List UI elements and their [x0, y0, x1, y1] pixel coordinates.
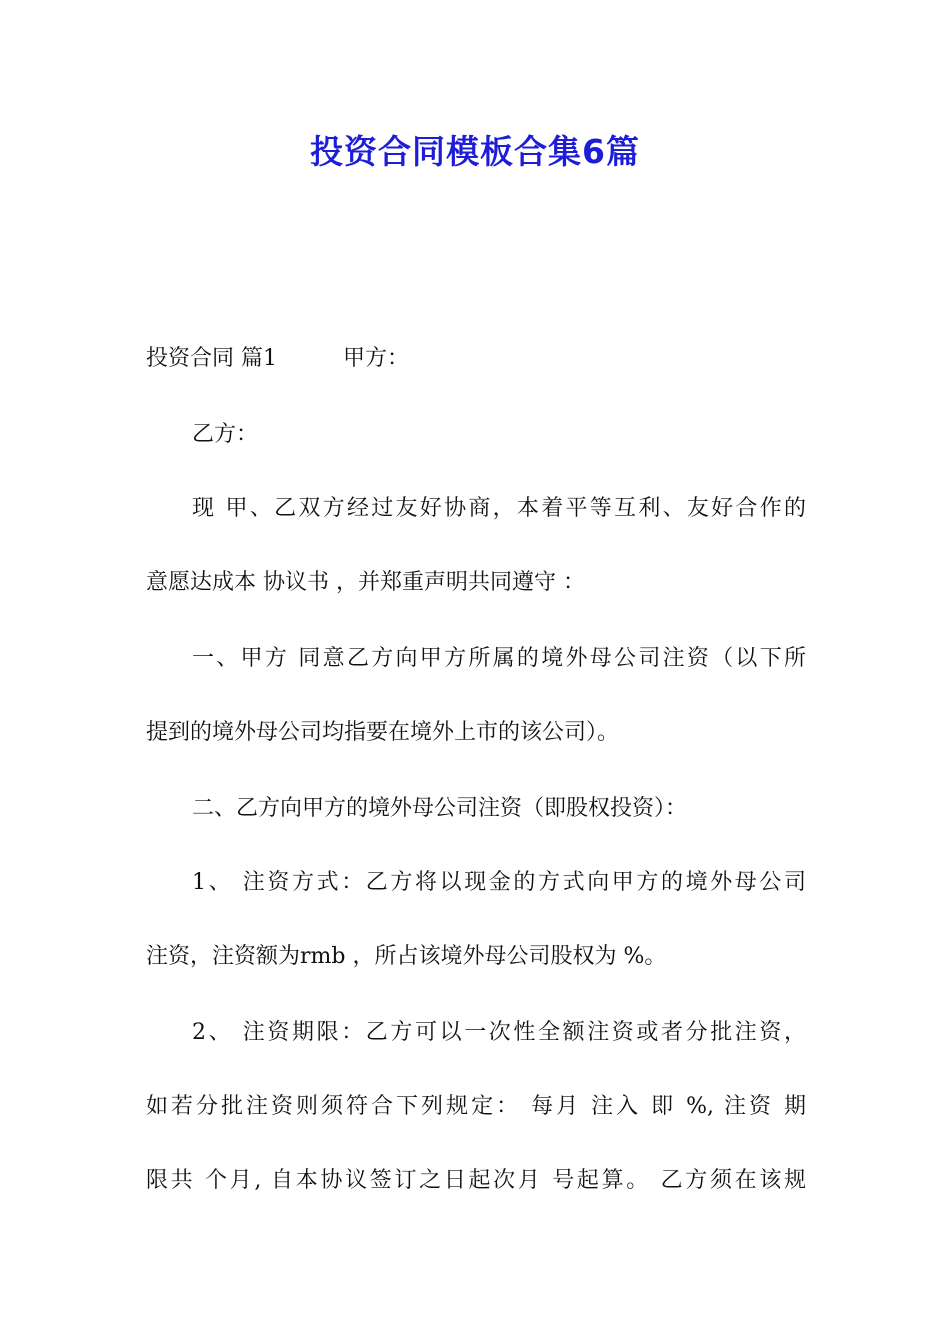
party-b-line: 乙方：: [192, 422, 259, 447]
paragraph-line: 注资，注资额为rmb ，所占该境外母公司股权为 %。: [146, 944, 667, 969]
paragraph-line: 提到的境外母公司均指要在境外上市的该公司）。: [146, 720, 620, 745]
paragraph-line: 限共 个月, 自本协议签订之日起次月 号起算。 乙方须在该规: [146, 1168, 806, 1193]
paragraph-line: 二、乙方向甲方的境外母公司注资（即股权投资）：: [192, 796, 688, 821]
paragraph-line: 2、 注资期限：乙方可以一次性全额注资或者分批注资，: [192, 1020, 806, 1045]
document-title: 投资合同模板合集6篇: [310, 132, 640, 171]
paragraph-line: 意愿达成本 协议书 ，并郑重声明共同遵守 ：: [146, 570, 585, 595]
contract-heading-line: 投资合同 篇1 甲方：: [146, 346, 409, 371]
paragraph-line: 现 甲、乙双方经过友好协商，本着平等互利、友好合作的: [192, 496, 806, 521]
paragraph-line: 一、甲方 同意乙方向甲方所属的境外母公司注资（以下所: [192, 646, 806, 671]
paragraph-line: 如若分批注资则须符合下列规定： 每月 注入 即 %, 注资 期: [146, 1094, 806, 1119]
paragraph-line: 1、 注资方式：乙方将以现金的方式向甲方的境外母公司: [192, 870, 806, 895]
